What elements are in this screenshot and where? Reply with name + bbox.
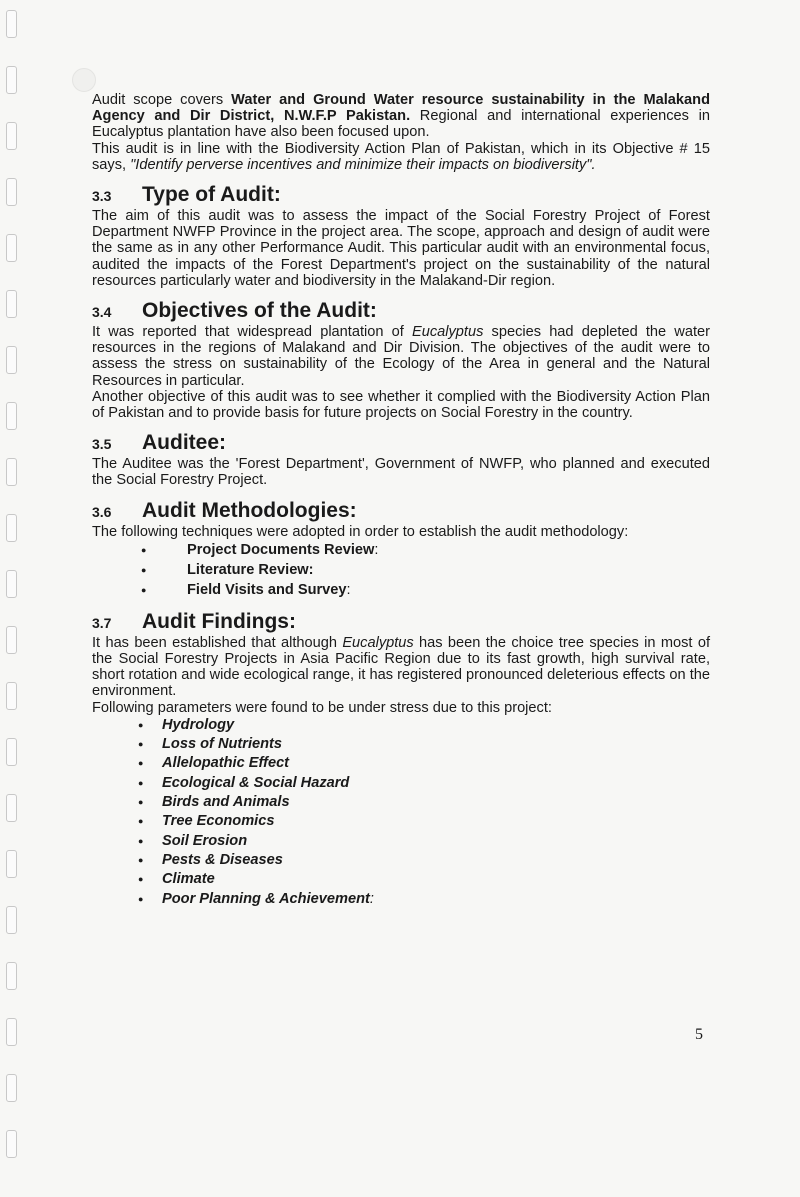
section-number: 3.3 xyxy=(92,188,112,205)
methodology-list xyxy=(92,540,710,600)
list-item xyxy=(92,540,710,560)
section-body xyxy=(92,324,710,389)
list-item-label: Hydrology xyxy=(162,716,235,733)
section-heading xyxy=(92,299,710,324)
list-item-label: Birds and Animals xyxy=(162,794,290,811)
intro-text: This audit is in line with the Biodiversity Action Plan of Pakistan, which in its Objective # 15 says, xyxy=(92,140,710,173)
section-title: Auditee: xyxy=(142,431,226,455)
species-name: Eucalyptus xyxy=(342,634,414,651)
binding-hole xyxy=(6,514,17,542)
list-item-label: Project Documents Review xyxy=(187,541,375,558)
body-text: It was reported that widespread plantation of xyxy=(92,324,412,341)
list-item-label: Climate xyxy=(162,871,215,888)
binding-hole xyxy=(6,626,17,654)
intro-text: Audit scope covers xyxy=(92,92,232,108)
binding-hole xyxy=(6,234,17,262)
binding-hole xyxy=(6,906,17,934)
section-3-7 xyxy=(92,610,710,909)
binding-hole xyxy=(6,402,17,430)
list-item-suffix: : xyxy=(369,890,374,907)
punch-hole xyxy=(72,68,96,92)
species-name: Eucalyptus xyxy=(412,324,484,341)
section-title: Audit Findings: xyxy=(142,609,296,633)
binding-hole xyxy=(6,682,17,710)
list-item-label: Field Visits and Survey xyxy=(187,581,347,598)
list-item xyxy=(92,851,710,870)
section-body: The aim of this audit was to assess the impact of the Social Forestry Project of Forest Department NWFP Province in the project area. The scope, approach and design of audit were the same as in any other Performance Audit. This particular audit with an environmental focus, audited the impacts of the Forest Department's project on the sustainability of the natural resources particularly water and biodiversity in the Malakand-Dir region. xyxy=(92,208,710,289)
binding-hole xyxy=(6,122,17,150)
section-number: 3.7 xyxy=(92,614,112,631)
binding-hole xyxy=(6,66,17,94)
list-item-label: Tree Economics xyxy=(162,813,275,830)
section-body: The Auditee was the 'Forest Department', Government of NWFP, who planned and executed the Social Forestry Project. xyxy=(92,456,710,489)
parameters-list xyxy=(92,716,710,909)
section-3-5 xyxy=(92,431,710,488)
section-heading xyxy=(92,431,710,456)
intro-scope-bold: Water and Ground Water resource sustainability in the Malakand Agency and Dir District, N.W.F.P Pakistan. xyxy=(92,92,710,125)
list-item-label: Soil Erosion xyxy=(162,832,248,849)
section-title: Objectives of the Audit: xyxy=(142,299,377,323)
intro-paragraph-2 xyxy=(92,141,710,173)
section-number: 3.4 xyxy=(92,304,112,321)
list-item-label: Poor Planning & Achievement xyxy=(162,890,370,907)
list-item xyxy=(92,890,710,909)
binding-hole xyxy=(6,1018,17,1046)
binding-hole xyxy=(6,794,17,822)
section-3-6 xyxy=(92,499,710,600)
binding-hole xyxy=(6,290,17,318)
list-item xyxy=(92,832,710,851)
intro-paragraph-1 xyxy=(92,92,710,141)
list-item-label: Ecological & Social Hazard xyxy=(162,774,350,791)
section-number: 3.6 xyxy=(92,503,112,520)
intro-text: Regional and international experiences in Eucalyptus plantation have also been focused upon. xyxy=(92,108,710,141)
section-body: The following techniques were adopted in order to establish the audit methodology: xyxy=(92,523,629,540)
list-item xyxy=(92,580,710,600)
binding-hole xyxy=(6,962,17,990)
binding-hole xyxy=(6,570,17,598)
list-item-suffix: : xyxy=(374,541,379,558)
list-item xyxy=(92,774,710,793)
binding-hole xyxy=(6,738,17,766)
binding-hole xyxy=(6,1130,17,1158)
binding-hole xyxy=(6,1074,17,1102)
list-item xyxy=(92,716,710,735)
section-body: Following parameters were found to be under stress due to this project: xyxy=(92,699,552,716)
section-heading xyxy=(92,499,710,524)
list-item xyxy=(92,735,710,754)
page-number: 5 xyxy=(695,1026,703,1043)
section-heading xyxy=(92,610,710,635)
section-heading xyxy=(92,183,710,208)
list-item-suffix: : xyxy=(346,581,351,598)
binding-hole xyxy=(6,458,17,486)
spiral-binding xyxy=(0,0,26,1197)
list-item xyxy=(92,754,710,773)
list-item xyxy=(92,793,710,812)
binding-hole xyxy=(6,178,17,206)
binding-hole xyxy=(6,10,17,38)
list-item-label: Loss of Nutrients xyxy=(162,736,282,753)
section-3-3 xyxy=(92,183,710,289)
section-body xyxy=(92,635,710,700)
list-item xyxy=(92,870,710,889)
intro-quote: "Identify perverse incentives and minimize their impacts on biodiversity". xyxy=(130,156,596,173)
list-item xyxy=(92,560,710,580)
body-text: has been the choice tree species in most of the Social Forestry Projects in Asia Pacific Region due to its fast growth, high survival rate, short rotation and wide ecological range, it has registered pronounced deleterious effects on the environment. xyxy=(92,634,710,700)
section-3-4 xyxy=(92,299,710,421)
section-body: Another objective of this audit was to see whether it complied with the Biodiversity Action Plan of Pakistan and to provide basis for future projects on Social Forestry in the country. xyxy=(92,388,710,422)
list-item-label: Pests & Diseases xyxy=(162,851,283,868)
binding-hole xyxy=(6,850,17,878)
binding-hole xyxy=(6,346,17,374)
body-text: It has been established that although xyxy=(92,634,343,651)
page-content xyxy=(92,92,710,909)
list-item-label: Allelopathic Effect xyxy=(162,755,290,772)
section-title: Audit Methodologies: xyxy=(142,498,357,522)
body-text: species had depleted the water resources in the regions of Malakand and Dir Division. The objectives of the audit were to assess the stress on sustainability of the Ecology of the Area in general and the Natural Resources in particular. xyxy=(92,324,710,389)
list-item-label: Literature Review: xyxy=(187,561,314,578)
section-title: Type of Audit: xyxy=(142,183,281,207)
section-number: 3.5 xyxy=(92,436,112,453)
list-item xyxy=(92,812,710,831)
